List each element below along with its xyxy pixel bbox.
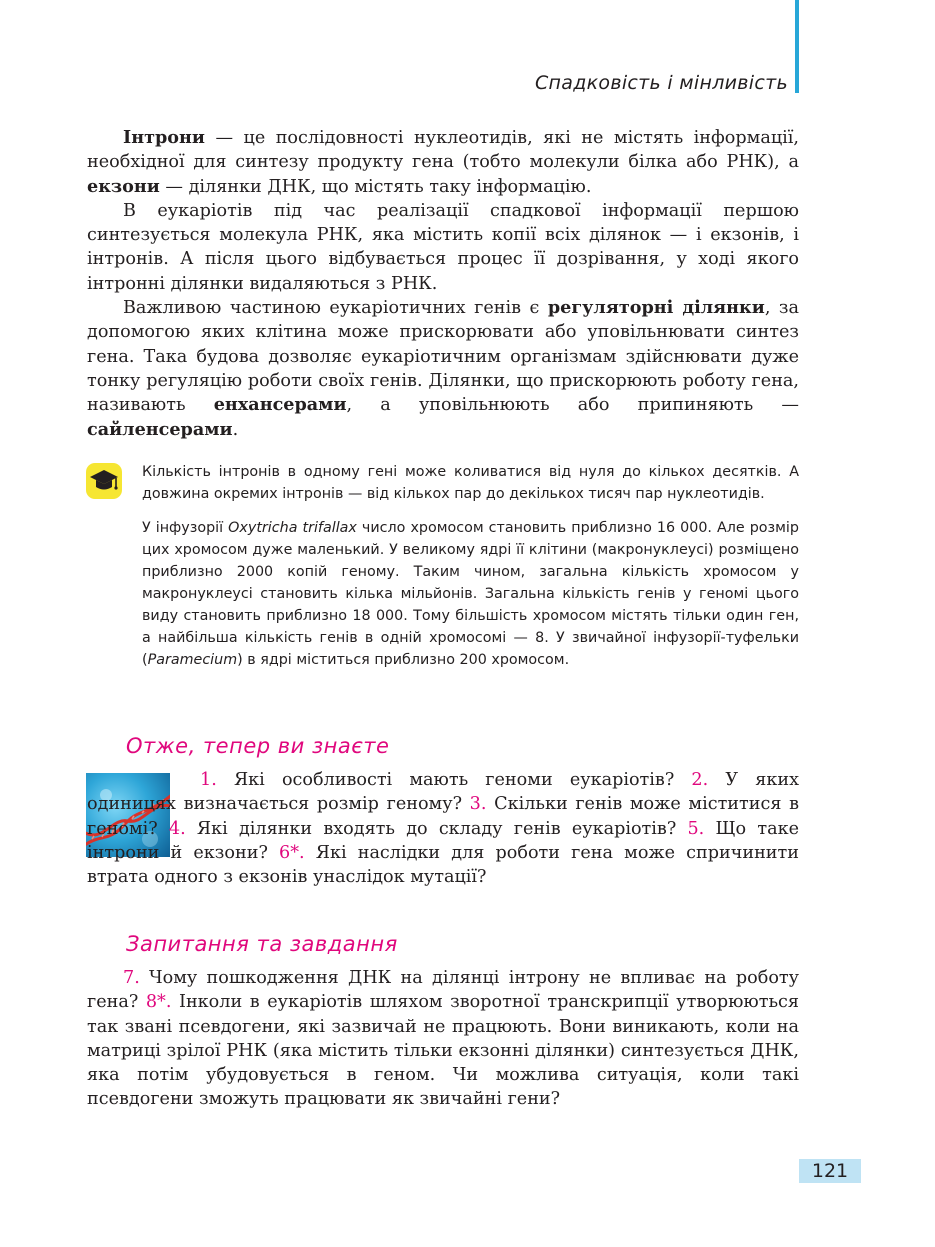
text-span: У інфузорії xyxy=(142,520,229,536)
paragraph-regulatory xyxy=(87,296,799,442)
text-span: ) в ядрі міститься приблизно 200 хромосом. xyxy=(237,652,570,668)
text-span: , за допомогою яких клітина може прискорювати або уповільнювати синтез гена. Така будова дозволяє еукаріотичним організмам здійснювати дуже тонку регуляцію роботи своїх генів. Ділянки, що прискорюють роботу гена, називають xyxy=(87,298,799,416)
tasks-list xyxy=(87,966,799,1112)
term-exons: екзони xyxy=(87,175,160,197)
summary-list xyxy=(87,768,799,889)
question-number: 1. xyxy=(200,770,217,790)
text-span: . xyxy=(232,419,239,440)
page-number: 121 xyxy=(799,1159,861,1183)
graduation-cap-icon xyxy=(86,463,122,499)
term-introns: Інтрони xyxy=(123,127,205,148)
paragraph-introns xyxy=(87,126,799,199)
running-header: Спадковість і мінливість xyxy=(534,72,788,94)
term-regulatory: регуляторні ділянки xyxy=(547,297,765,319)
paragraph-rna: В еукаріотів під час реалізації спадкової інформації першою синтезується молекула РНК, яка містить копії всіх ділянок — і екзонів, і інтронів. А після цього відбувається процес її дозрівання, у ході якого інтронні ділянки видаляються з РНК. xyxy=(87,200,799,294)
questions-heading: Запитання та завдання xyxy=(126,932,398,956)
question-text: Що таке інтрони й екзони? xyxy=(87,818,799,863)
species-name: Oxytricha trifallax xyxy=(228,520,357,536)
term-silencers: сайленсерами xyxy=(87,418,233,440)
text-span: , а уповільнюють або припиняють — xyxy=(346,395,799,416)
species-name: Paramecium xyxy=(147,652,238,668)
info-note xyxy=(142,461,799,671)
summary-questions xyxy=(87,768,799,889)
question-text: Чому пошкодження ДНК на ділянці інтрону не впливає на роботу гена? xyxy=(87,968,799,1013)
text-span: число хромосом становить приблизно 16 000. Але розмір цих хромосом дуже маленький. У великому ядрі її клітини (макронуклеусі) розміщено приблизно 2000 копій геному. Таким чином, загальна кількість хромосом у макронуклеусі становить кілька мільйонів. Загальна кількість генів у геномі цього виду становить приблизно 18 000. Тому більшість хромосом містять тільки один ген, а найбільша кількість генів в одній хромосомі — 8. У звичайної інфузорії-туфельки ( xyxy=(142,520,799,668)
main-text xyxy=(87,126,799,442)
text-span: — ділянки ДНК, що містять таку інформацію. xyxy=(159,176,592,197)
header-accent-bar xyxy=(795,0,799,93)
question-text: Які наслідки для роботи гена може спричинити втрата одного з екзонів унаслідок мутації? xyxy=(87,842,799,888)
question-number: 5. xyxy=(687,818,705,839)
question-text: Які особливості мають геноми еукаріотів? xyxy=(216,770,692,790)
question-number: 6*. xyxy=(279,842,305,863)
question-number: 2. xyxy=(691,770,709,790)
question-number: 8*. xyxy=(145,992,172,1013)
question-text: Які ділянки входять до складу генів еукаріотів? xyxy=(185,818,688,839)
question-number: 7. xyxy=(123,968,140,988)
question-text: У яких одиницях визначається розмір геному? xyxy=(87,770,799,815)
question-number: 4. xyxy=(168,818,186,839)
question-text: Інколи в еукаріотів шляхом зворотної транскрипції утворюються так звані псевдогени, які зазвичай не працюють. Вони виникають, коли на матриці зрілої РНК (яка містить тільки екзонні ділянки) синтезується ДНК, яка потім убудовується в геном. Чи можлива ситуація, коли такі псевдогени зможуть працювати як звичайні гени? xyxy=(87,992,799,1110)
text-span: Важливою частиною еукаріотичних генів є xyxy=(123,298,548,319)
note-paragraph-oxytricha xyxy=(142,517,799,671)
question-text: Скільки генів може міститися в геномі? xyxy=(87,794,799,839)
tasks-questions xyxy=(87,966,799,1112)
note-paragraph-introns: Кількість інтронів в одному гені може коливатися від нуля до кількох десятків. А довжина окремих інтронів — від кількох пар до декількох тисяч пар нуклеотидів. xyxy=(142,464,799,502)
term-enhancers: енхансерами xyxy=(213,394,347,416)
summary-heading: Отже, тепер ви знаєте xyxy=(126,734,390,758)
question-number: 3. xyxy=(469,794,487,815)
text-span: — це послідовності нуклеотидів, які не містять інформації, необхідної для синтезу продукту гена (тобто молекули білка або РНК), а xyxy=(87,128,799,173)
